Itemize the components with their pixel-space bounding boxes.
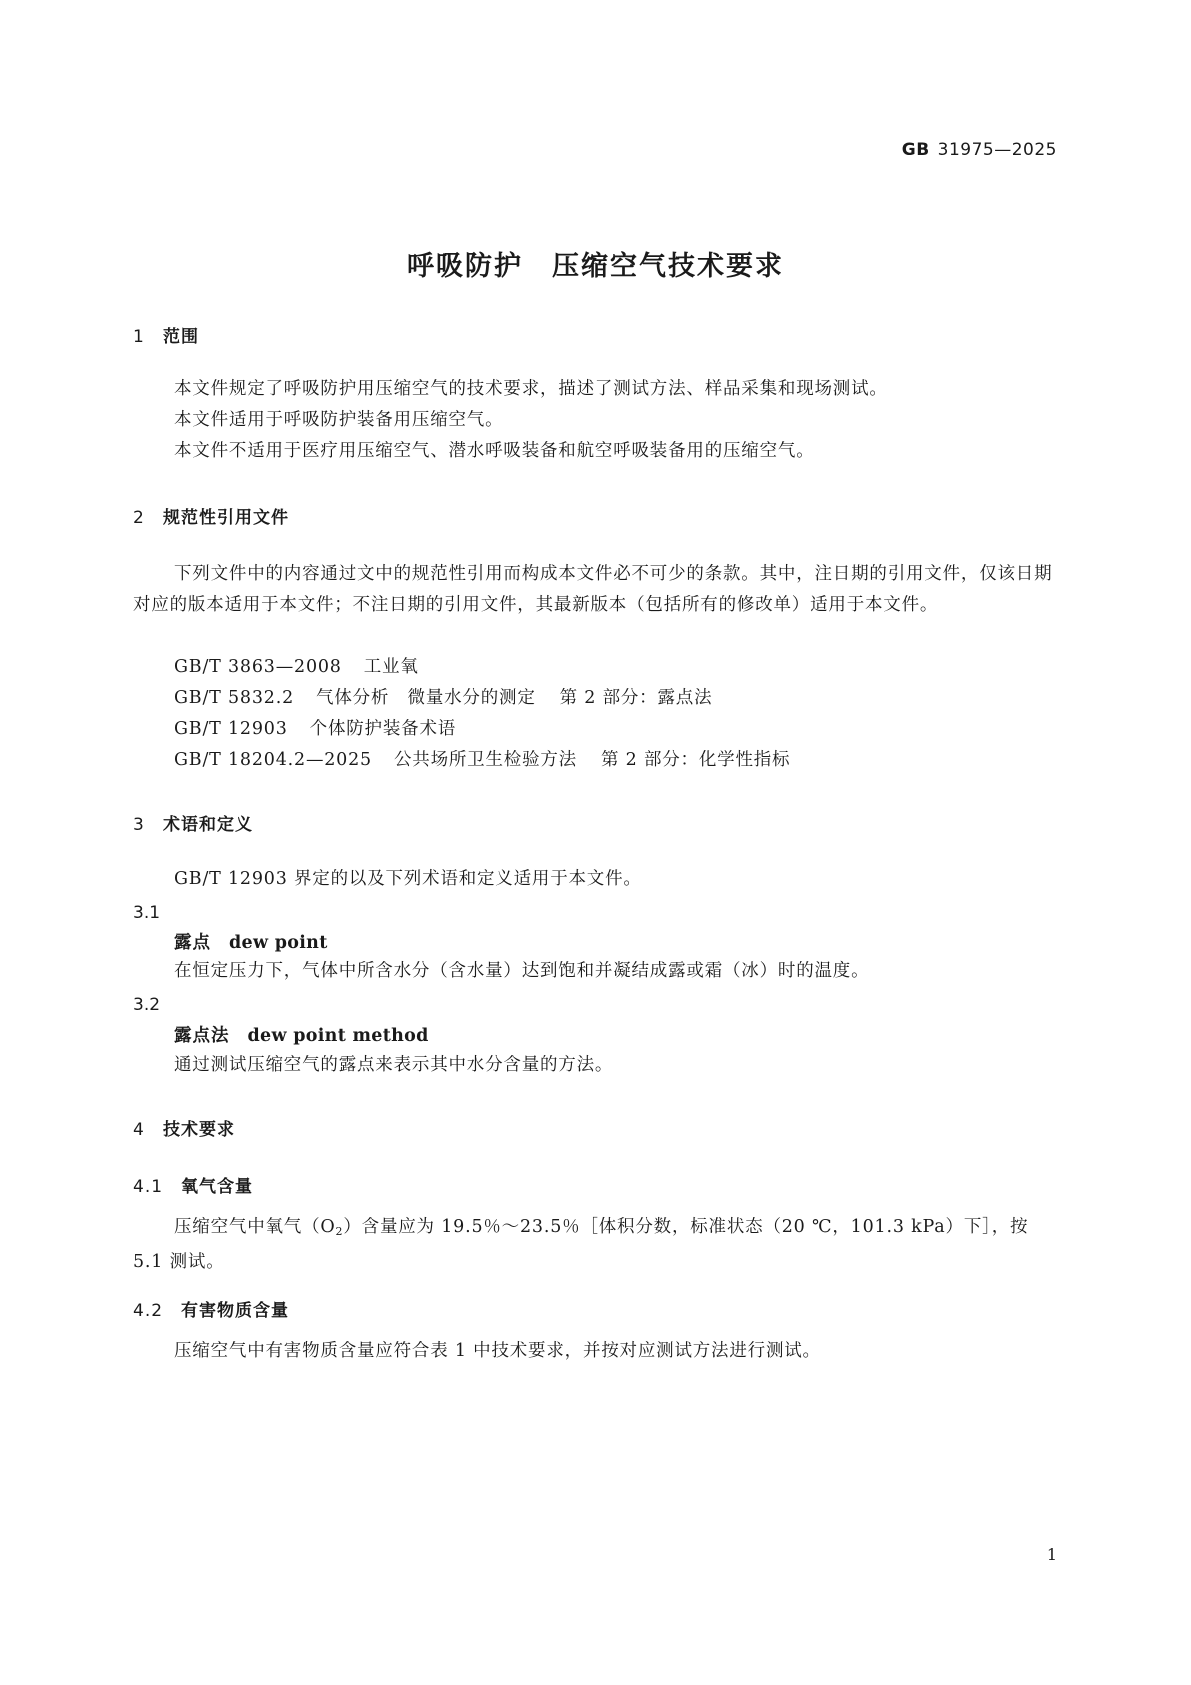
reference-part: 第 2 部分：化学性指标: [600, 750, 791, 770]
subsection-heading-harmful: [133, 1296, 289, 1321]
paragraph: 本文件规定了呼吸防护用压缩空气的技术要求，描述了测试方法、样品采集和现场测试。: [174, 379, 888, 399]
oxygen-subscript: 2: [335, 1225, 344, 1238]
reference-code: GB/T 3863—2008: [174, 657, 342, 677]
section-heading-terms: [133, 810, 253, 835]
term-name: [174, 929, 328, 954]
subsection-title: 氧气含量: [181, 1177, 253, 1197]
paragraph: 本文件不适用于医疗用压缩空气、潜水呼吸装备和航空呼吸装备用的压缩空气。: [174, 441, 815, 461]
reference-part: 第 2 部分：露点法: [559, 688, 713, 708]
paragraph: 本文件适用于呼吸防护装备用压缩空气。: [174, 410, 504, 430]
term-zh: 露点: [174, 933, 211, 953]
section-title: 技术要求: [163, 1120, 235, 1140]
term-number: 3.2: [133, 995, 161, 1015]
standard-number: 31975—2025: [937, 140, 1057, 160]
section-heading-requirements: [133, 1115, 235, 1140]
reference-item: [174, 683, 712, 714]
standard-prefix: GB: [901, 140, 930, 160]
oxygen-text-b: ）含量应为 19.5％～23.5％［体积分数，标准状态（20 ℃，101.3 kPa）下］，按 5.1 测试。: [133, 1217, 1029, 1272]
reference-code: GB/T 18204.2—2025: [174, 750, 372, 770]
standard-code: [902, 140, 1057, 160]
term-number: 3.1: [133, 903, 161, 923]
section-number: 4: [133, 1120, 145, 1140]
section-title: 规范性引用文件: [163, 508, 289, 528]
section-number: 2: [133, 508, 145, 528]
term-en: dew point method: [247, 1026, 429, 1046]
section-title: 范围: [163, 327, 199, 347]
term-definition: 在恒定压力下，气体中所含水分（含水量）达到饱和并凝结成露或霜（冰）时的温度。: [174, 961, 870, 981]
paragraph-terms-intro: GB/T 12903 界定的以及下列术语和定义适用于本文件。: [174, 869, 642, 889]
paragraph-normative-intro: 下列文件中的内容通过文中的规范性引用而构成本文件必不可少的条款。其中，注日期的引用文件，仅该日期对应的版本适用于本文件；不注日期的引用文件，其最新版本（包括所有的修改单）适用于本文件。: [133, 564, 1053, 615]
document-title: 呼吸防护 压缩空气技术要求: [407, 251, 784, 282]
subsection-heading-oxygen: [133, 1172, 253, 1197]
reference-item: [174, 714, 456, 745]
subsection-number: 4.2: [133, 1301, 164, 1321]
oxygen-text-a: 压缩空气中氧气（O: [174, 1217, 336, 1237]
section-heading-normative: [133, 503, 289, 528]
term-definition: 通过测试压缩空气的露点来表示其中水分含量的方法。: [174, 1055, 614, 1075]
reference-item: [174, 652, 419, 683]
subsection-title: 有害物质含量: [181, 1301, 289, 1321]
paragraph-harmful: 压缩空气中有害物质含量应符合表 1 中技术要求，并按对应测试方法进行测试。: [174, 1341, 821, 1361]
reference-item: [174, 745, 790, 776]
section-title: 术语和定义: [163, 815, 253, 835]
reference-title: 公共场所卫生检验方法: [393, 750, 577, 770]
reference-code: GB/T 5832.2: [174, 688, 295, 708]
paragraph-oxygen: [133, 1212, 1058, 1278]
reference-code: GB/T 12903: [174, 719, 288, 739]
page-number: 1: [1046, 1545, 1057, 1564]
reference-title: 个体防护装备术语: [309, 719, 457, 739]
section-number: 3: [133, 815, 145, 835]
term-name: [174, 1022, 429, 1047]
subsection-number: 4.1: [133, 1177, 164, 1197]
section-number: 1: [133, 327, 145, 347]
term-en: dew point: [229, 933, 328, 953]
reference-title: 气体分析 微量水分的测定: [316, 688, 536, 708]
reference-title: 工业氧: [363, 657, 419, 677]
section-heading-scope: [133, 322, 199, 347]
term-zh: 露点法: [174, 1026, 230, 1046]
